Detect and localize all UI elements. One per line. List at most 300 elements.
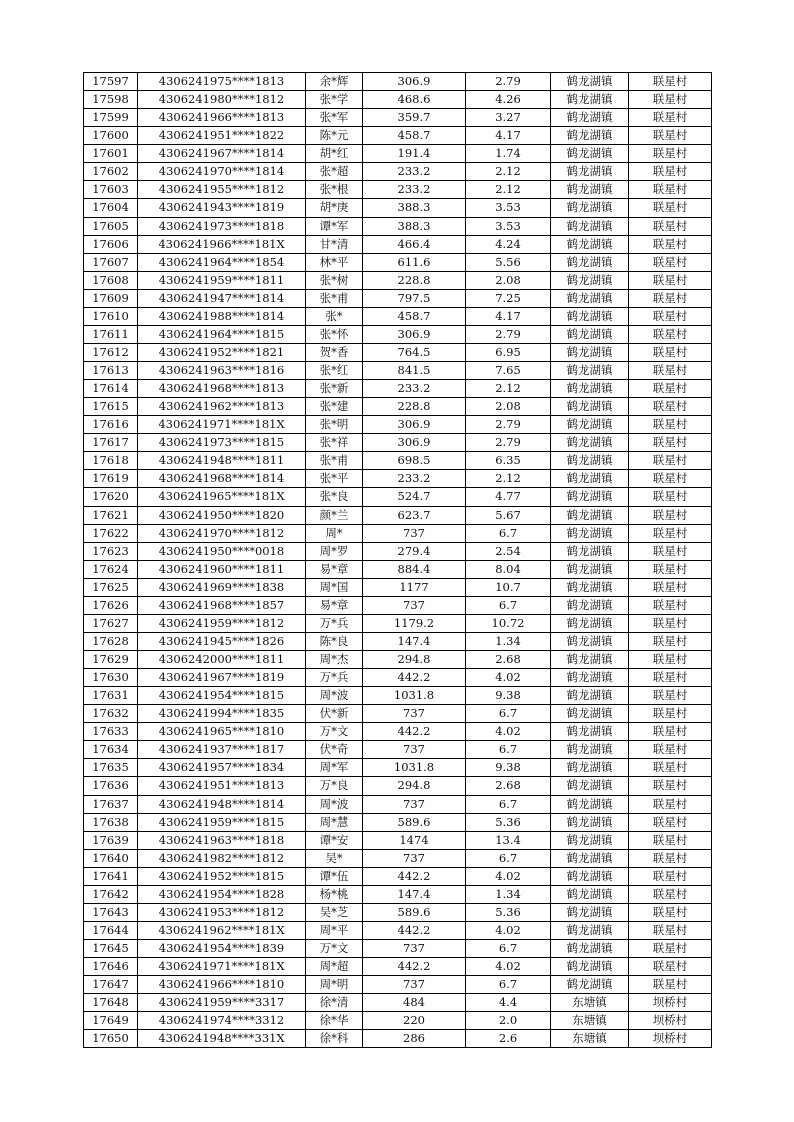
row-number-cell: 17642 <box>84 885 138 903</box>
id-number-cell: 4306241943****1819 <box>138 199 306 217</box>
id-number-cell: 4306241957****1834 <box>138 759 306 777</box>
person-name-cell: 张*新 <box>306 380 363 398</box>
person-name-cell: 周* <box>306 524 363 542</box>
table-row <box>84 669 712 687</box>
area-cell: 7.65 <box>466 362 551 380</box>
amount-cell: 884.4 <box>363 560 466 578</box>
table-row <box>84 217 712 235</box>
area-cell: 2.12 <box>466 380 551 398</box>
table-row <box>84 560 712 578</box>
row-number-cell: 17599 <box>84 109 138 127</box>
table-row <box>84 994 712 1012</box>
id-number-cell: 4306241980****1812 <box>138 91 306 109</box>
area-cell: 4.02 <box>466 867 551 885</box>
township-cell: 鹤龙湖镇 <box>551 325 629 343</box>
amount-cell: 442.2 <box>363 669 466 687</box>
person-name-cell: 陈*元 <box>306 127 363 145</box>
id-number-cell: 4306241955****1812 <box>138 181 306 199</box>
table-row <box>84 163 712 181</box>
township-cell: 鹤龙湖镇 <box>551 343 629 361</box>
village-cell: 联星村 <box>629 217 712 235</box>
id-number-cell: 4306241959****3317 <box>138 994 306 1012</box>
amount-cell: 388.3 <box>363 217 466 235</box>
table-row <box>84 596 712 614</box>
person-name-cell: 张*甫 <box>306 452 363 470</box>
township-cell: 鹤龙湖镇 <box>551 777 629 795</box>
person-name-cell: 周*平 <box>306 921 363 939</box>
id-number-cell: 4306241964****1815 <box>138 325 306 343</box>
person-name-cell: 徐*清 <box>306 994 363 1012</box>
table-row <box>84 777 712 795</box>
village-cell: 联星村 <box>629 91 712 109</box>
village-cell: 联星村 <box>629 289 712 307</box>
amount-cell: 1031.8 <box>363 687 466 705</box>
row-number-cell: 17617 <box>84 434 138 452</box>
village-cell: 联星村 <box>629 759 712 777</box>
area-cell: 6.7 <box>466 795 551 813</box>
person-name-cell: 林*平 <box>306 253 363 271</box>
person-name-cell: 周*杰 <box>306 651 363 669</box>
person-name-cell: 万*文 <box>306 723 363 741</box>
township-cell: 鹤龙湖镇 <box>551 560 629 578</box>
amount-cell: 737 <box>363 524 466 542</box>
table-row <box>84 524 712 542</box>
row-number-cell: 17631 <box>84 687 138 705</box>
table-row <box>84 181 712 199</box>
township-cell: 鹤龙湖镇 <box>551 488 629 506</box>
row-number-cell: 17598 <box>84 91 138 109</box>
person-name-cell: 贺*香 <box>306 343 363 361</box>
township-cell: 鹤龙湖镇 <box>551 452 629 470</box>
township-cell: 鹤龙湖镇 <box>551 434 629 452</box>
area-cell: 2.68 <box>466 777 551 795</box>
id-number-cell: 4306241948****1811 <box>138 452 306 470</box>
row-number-cell: 17627 <box>84 614 138 632</box>
person-name-cell: 余*辉 <box>306 73 363 91</box>
amount-cell: 458.7 <box>363 127 466 145</box>
township-cell: 鹤龙湖镇 <box>551 632 629 650</box>
area-cell: 13.4 <box>466 831 551 849</box>
row-number-cell: 17637 <box>84 795 138 813</box>
area-cell: 2.08 <box>466 398 551 416</box>
township-cell: 鹤龙湖镇 <box>551 398 629 416</box>
village-cell: 联星村 <box>629 940 712 958</box>
village-cell: 联星村 <box>629 741 712 759</box>
village-cell: 联星村 <box>629 362 712 380</box>
table-row <box>84 307 712 325</box>
data-table <box>83 72 712 1048</box>
area-cell: 2.79 <box>466 416 551 434</box>
id-number-cell: 4306241948****331X <box>138 1030 306 1048</box>
area-cell: 7.25 <box>466 289 551 307</box>
area-cell: 10.7 <box>466 578 551 596</box>
row-number-cell: 17624 <box>84 560 138 578</box>
amount-cell: 623.7 <box>363 506 466 524</box>
amount-cell: 468.6 <box>363 91 466 109</box>
amount-cell: 442.2 <box>363 867 466 885</box>
village-cell: 联星村 <box>629 253 712 271</box>
amount-cell: 286 <box>363 1030 466 1048</box>
area-cell: 2.08 <box>466 271 551 289</box>
person-name-cell: 张*良 <box>306 488 363 506</box>
area-cell: 4.02 <box>466 958 551 976</box>
id-number-cell: 4306241947****1814 <box>138 289 306 307</box>
row-number-cell: 17644 <box>84 921 138 939</box>
person-name-cell: 万*兵 <box>306 614 363 632</box>
id-number-cell: 4306241954****1839 <box>138 940 306 958</box>
id-number-cell: 4306241954****1815 <box>138 687 306 705</box>
row-number-cell: 17645 <box>84 940 138 958</box>
id-number-cell: 4306241948****1814 <box>138 795 306 813</box>
person-name-cell: 谭*军 <box>306 217 363 235</box>
village-cell: 联星村 <box>629 434 712 452</box>
table-row <box>84 614 712 632</box>
township-cell: 鹤龙湖镇 <box>551 687 629 705</box>
village-cell: 联星村 <box>629 380 712 398</box>
person-name-cell: 徐*科 <box>306 1030 363 1048</box>
table-row <box>84 813 712 831</box>
row-number-cell: 17621 <box>84 506 138 524</box>
village-cell: 联星村 <box>629 777 712 795</box>
area-cell: 8.04 <box>466 560 551 578</box>
area-cell: 4.17 <box>466 307 551 325</box>
row-number-cell: 17608 <box>84 271 138 289</box>
area-cell: 4.4 <box>466 994 551 1012</box>
table-row <box>84 325 712 343</box>
person-name-cell: 吴* <box>306 849 363 867</box>
amount-cell: 737 <box>363 795 466 813</box>
person-name-cell: 张*明 <box>306 416 363 434</box>
table-row <box>84 506 712 524</box>
row-number-cell: 17633 <box>84 723 138 741</box>
id-number-cell: 4306241965****1810 <box>138 723 306 741</box>
amount-cell: 737 <box>363 741 466 759</box>
id-number-cell: 4306241953****1812 <box>138 903 306 921</box>
village-cell: 联星村 <box>629 651 712 669</box>
row-number-cell: 17634 <box>84 741 138 759</box>
table-row <box>84 795 712 813</box>
person-name-cell: 甘*清 <box>306 235 363 253</box>
id-number-cell: 4306241966****1810 <box>138 976 306 994</box>
row-number-cell: 17604 <box>84 199 138 217</box>
row-number-cell: 17628 <box>84 632 138 650</box>
row-number-cell: 17636 <box>84 777 138 795</box>
id-number-cell: 4306241970****1814 <box>138 163 306 181</box>
area-cell: 4.17 <box>466 127 551 145</box>
row-number-cell: 17629 <box>84 651 138 669</box>
area-cell: 3.27 <box>466 109 551 127</box>
amount-cell: 306.9 <box>363 434 466 452</box>
table-row <box>84 723 712 741</box>
village-cell: 坝桥村 <box>629 1030 712 1048</box>
id-number-cell: 4306241971****181X <box>138 958 306 976</box>
village-cell: 坝桥村 <box>629 994 712 1012</box>
township-cell: 鹤龙湖镇 <box>551 163 629 181</box>
village-cell: 联星村 <box>629 506 712 524</box>
row-number-cell: 17647 <box>84 976 138 994</box>
person-name-cell: 张*平 <box>306 470 363 488</box>
area-cell: 4.02 <box>466 921 551 939</box>
row-number-cell: 17646 <box>84 958 138 976</box>
area-cell: 6.7 <box>466 524 551 542</box>
table-row <box>84 831 712 849</box>
area-cell: 2.12 <box>466 181 551 199</box>
village-cell: 联星村 <box>629 398 712 416</box>
person-name-cell: 周*超 <box>306 958 363 976</box>
amount-cell: 589.6 <box>363 903 466 921</box>
row-number-cell: 17615 <box>84 398 138 416</box>
id-number-cell: 4306241950****0018 <box>138 542 306 560</box>
area-cell: 5.67 <box>466 506 551 524</box>
amount-cell: 359.7 <box>363 109 466 127</box>
id-number-cell: 4306241959****1812 <box>138 614 306 632</box>
table-row <box>84 73 712 91</box>
area-cell: 2.79 <box>466 73 551 91</box>
id-number-cell: 4306241959****1815 <box>138 813 306 831</box>
township-cell: 鹤龙湖镇 <box>551 235 629 253</box>
table-row <box>84 145 712 163</box>
village-cell: 联星村 <box>629 560 712 578</box>
person-name-cell: 周*波 <box>306 687 363 705</box>
table-row <box>84 741 712 759</box>
table-row <box>84 632 712 650</box>
amount-cell: 1177 <box>363 578 466 596</box>
id-number-cell: 4306241951****1813 <box>138 777 306 795</box>
amount-cell: 228.8 <box>363 271 466 289</box>
area-cell: 6.7 <box>466 976 551 994</box>
village-cell: 联星村 <box>629 614 712 632</box>
amount-cell: 458.7 <box>363 307 466 325</box>
amount-cell: 279.4 <box>363 542 466 560</box>
township-cell: 鹤龙湖镇 <box>551 109 629 127</box>
township-cell: 鹤龙湖镇 <box>551 217 629 235</box>
table-row <box>84 398 712 416</box>
table-row <box>84 885 712 903</box>
row-number-cell: 17606 <box>84 235 138 253</box>
township-cell: 鹤龙湖镇 <box>551 903 629 921</box>
area-cell: 2.0 <box>466 1012 551 1030</box>
amount-cell: 294.8 <box>363 777 466 795</box>
township-cell: 鹤龙湖镇 <box>551 651 629 669</box>
township-cell: 鹤龙湖镇 <box>551 976 629 994</box>
amount-cell: 589.6 <box>363 813 466 831</box>
id-number-cell: 4306241945****1826 <box>138 632 306 650</box>
id-number-cell: 4306241962****1813 <box>138 398 306 416</box>
township-cell: 鹤龙湖镇 <box>551 813 629 831</box>
id-number-cell: 4306241952****1821 <box>138 343 306 361</box>
person-name-cell: 周*明 <box>306 976 363 994</box>
village-cell: 联星村 <box>629 921 712 939</box>
area-cell: 2.12 <box>466 163 551 181</box>
row-number-cell: 17610 <box>84 307 138 325</box>
amount-cell: 233.2 <box>363 181 466 199</box>
table-row <box>84 651 712 669</box>
area-cell: 10.72 <box>466 614 551 632</box>
township-cell: 鹤龙湖镇 <box>551 705 629 723</box>
village-cell: 联星村 <box>629 163 712 181</box>
township-cell: 鹤龙湖镇 <box>551 91 629 109</box>
table-row <box>84 849 712 867</box>
village-cell: 联星村 <box>629 903 712 921</box>
row-number-cell: 17619 <box>84 470 138 488</box>
table-row <box>84 488 712 506</box>
row-number-cell: 17643 <box>84 903 138 921</box>
id-number-cell: 4306241951****1822 <box>138 127 306 145</box>
person-name-cell: 张*红 <box>306 362 363 380</box>
area-cell: 4.24 <box>466 235 551 253</box>
id-number-cell: 4306241966****181X <box>138 235 306 253</box>
person-name-cell: 张*祥 <box>306 434 363 452</box>
id-number-cell: 4306242000****1811 <box>138 651 306 669</box>
area-cell: 5.56 <box>466 253 551 271</box>
amount-cell: 147.4 <box>363 885 466 903</box>
table-row <box>84 687 712 705</box>
row-number-cell: 17607 <box>84 253 138 271</box>
person-name-cell: 周*慧 <box>306 813 363 831</box>
township-cell: 鹤龙湖镇 <box>551 253 629 271</box>
table-row <box>84 343 712 361</box>
amount-cell: 442.2 <box>363 958 466 976</box>
row-number-cell: 17640 <box>84 849 138 867</box>
amount-cell: 524.7 <box>363 488 466 506</box>
row-number-cell: 17625 <box>84 578 138 596</box>
village-cell: 联星村 <box>629 885 712 903</box>
amount-cell: 191.4 <box>363 145 466 163</box>
person-name-cell: 周*军 <box>306 759 363 777</box>
area-cell: 3.53 <box>466 217 551 235</box>
village-cell: 联星村 <box>629 307 712 325</box>
table-row <box>84 1012 712 1030</box>
table-row <box>84 940 712 958</box>
area-cell: 6.7 <box>466 596 551 614</box>
amount-cell: 147.4 <box>363 632 466 650</box>
person-name-cell: 周*波 <box>306 795 363 813</box>
person-name-cell: 谭*伍 <box>306 867 363 885</box>
township-cell: 鹤龙湖镇 <box>551 380 629 398</box>
village-cell: 联星村 <box>629 109 712 127</box>
row-number-cell: 17649 <box>84 1012 138 1030</box>
id-number-cell: 4306241973****1815 <box>138 434 306 452</box>
area-cell: 6.7 <box>466 741 551 759</box>
person-name-cell: 伏*新 <box>306 705 363 723</box>
table-row <box>84 362 712 380</box>
amount-cell: 233.2 <box>363 470 466 488</box>
row-number-cell: 17618 <box>84 452 138 470</box>
id-number-cell: 4306241937****1817 <box>138 741 306 759</box>
area-cell: 2.79 <box>466 434 551 452</box>
village-cell: 联星村 <box>629 235 712 253</box>
id-number-cell: 4306241962****181X <box>138 921 306 939</box>
table-row <box>84 127 712 145</box>
area-cell: 4.77 <box>466 488 551 506</box>
row-number-cell: 17612 <box>84 343 138 361</box>
village-cell: 联星村 <box>629 271 712 289</box>
table-row <box>84 578 712 596</box>
township-cell: 鹤龙湖镇 <box>551 596 629 614</box>
table-row <box>84 452 712 470</box>
township-cell: 鹤龙湖镇 <box>551 145 629 163</box>
table-row <box>84 542 712 560</box>
amount-cell: 737 <box>363 705 466 723</box>
id-number-cell: 4306241967****1814 <box>138 145 306 163</box>
township-cell: 鹤龙湖镇 <box>551 741 629 759</box>
row-number-cell: 17602 <box>84 163 138 181</box>
id-number-cell: 4306241954****1828 <box>138 885 306 903</box>
village-cell: 联星村 <box>629 470 712 488</box>
township-cell: 鹤龙湖镇 <box>551 921 629 939</box>
row-number-cell: 17639 <box>84 831 138 849</box>
id-number-cell: 4306241971****181X <box>138 416 306 434</box>
table-row <box>84 271 712 289</box>
id-number-cell: 4306241965****181X <box>138 488 306 506</box>
person-name-cell: 万*文 <box>306 940 363 958</box>
village-cell: 联星村 <box>629 687 712 705</box>
amount-cell: 484 <box>363 994 466 1012</box>
row-number-cell: 17616 <box>84 416 138 434</box>
township-cell: 鹤龙湖镇 <box>551 669 629 687</box>
township-cell: 鹤龙湖镇 <box>551 759 629 777</box>
person-name-cell: 周*罗 <box>306 542 363 560</box>
village-cell: 联星村 <box>629 452 712 470</box>
village-cell: 联星村 <box>629 669 712 687</box>
id-number-cell: 4306241994****1835 <box>138 705 306 723</box>
person-name-cell: 吴*芝 <box>306 903 363 921</box>
township-cell: 东塘镇 <box>551 1012 629 1030</box>
row-number-cell: 17648 <box>84 994 138 1012</box>
table-row <box>84 380 712 398</box>
township-cell: 鹤龙湖镇 <box>551 614 629 632</box>
id-number-cell: 4306241964****1854 <box>138 253 306 271</box>
village-cell: 联星村 <box>629 849 712 867</box>
village-cell: 联星村 <box>629 596 712 614</box>
row-number-cell: 17638 <box>84 813 138 831</box>
area-cell: 6.95 <box>466 343 551 361</box>
row-number-cell: 17603 <box>84 181 138 199</box>
row-number-cell: 17650 <box>84 1030 138 1048</box>
table-row <box>84 759 712 777</box>
area-cell: 5.36 <box>466 813 551 831</box>
row-number-cell: 17614 <box>84 380 138 398</box>
township-cell: 鹤龙湖镇 <box>551 307 629 325</box>
amount-cell: 1031.8 <box>363 759 466 777</box>
amount-cell: 841.5 <box>363 362 466 380</box>
person-name-cell: 张*超 <box>306 163 363 181</box>
area-cell: 6.7 <box>466 849 551 867</box>
id-number-cell: 4306241968****1857 <box>138 596 306 614</box>
row-number-cell: 17632 <box>84 705 138 723</box>
id-number-cell: 4306241968****1814 <box>138 470 306 488</box>
id-number-cell: 4306241950****1820 <box>138 506 306 524</box>
id-number-cell: 4306241959****1811 <box>138 271 306 289</box>
township-cell: 鹤龙湖镇 <box>551 867 629 885</box>
area-cell: 6.7 <box>466 940 551 958</box>
id-number-cell: 4306241988****1814 <box>138 307 306 325</box>
area-cell: 1.34 <box>466 632 551 650</box>
amount-cell: 233.2 <box>363 380 466 398</box>
person-name-cell: 陈*良 <box>306 632 363 650</box>
area-cell: 4.02 <box>466 723 551 741</box>
id-number-cell: 4306241963****1818 <box>138 831 306 849</box>
table-row <box>84 958 712 976</box>
village-cell: 联星村 <box>629 705 712 723</box>
amount-cell: 294.8 <box>363 651 466 669</box>
township-cell: 鹤龙湖镇 <box>551 199 629 217</box>
area-cell: 9.38 <box>466 687 551 705</box>
area-cell: 1.34 <box>466 885 551 903</box>
village-cell: 坝桥村 <box>629 1012 712 1030</box>
row-number-cell: 17601 <box>84 145 138 163</box>
village-cell: 联星村 <box>629 325 712 343</box>
